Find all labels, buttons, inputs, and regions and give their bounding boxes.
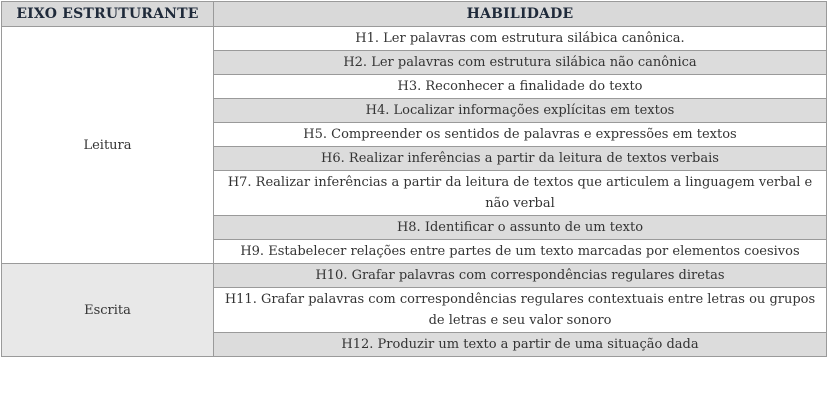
skill-cell: H9. Estabelecer relações entre partes de um texto marcadas por elementos coesivos — [214, 240, 827, 264]
skill-cell: H7. Realizar inferências a partir da leitura de textos que articulem a linguagem verbal e não verbal — [214, 171, 827, 216]
skills-table — [1, 1, 827, 357]
header-habilidade: HABILIDADE — [214, 2, 827, 27]
skill-cell: H5. Compreender os sentidos de palavras e expressões em textos — [214, 123, 827, 147]
table-row — [2, 264, 827, 288]
skill-cell: H10. Grafar palavras com correspondências regulares diretas — [214, 264, 827, 288]
eixo-cell-leitura: Leitura — [2, 27, 214, 264]
skill-cell: H11. Grafar palavras com correspondências regulares contextuais entre letras ou grupos de letras e seu valor sonoro — [214, 288, 827, 333]
table-row — [2, 27, 827, 51]
skill-cell: H8. Identificar o assunto de um texto — [214, 216, 827, 240]
skill-cell: H4. Localizar informações explícitas em textos — [214, 99, 827, 123]
skill-cell: H2. Ler palavras com estrutura silábica não canônica — [214, 51, 827, 75]
skill-cell: H12. Produzir um texto a partir de uma situação dada — [214, 333, 827, 357]
header-eixo: EIXO ESTRUTURANTE — [2, 2, 214, 27]
skill-cell: H1. Ler palavras com estrutura silábica canônica. — [214, 27, 827, 51]
eixo-cell-escrita: Escrita — [2, 264, 214, 357]
skill-cell: H3. Reconhecer a finalidade do texto — [214, 75, 827, 99]
header-row — [2, 2, 827, 27]
skill-cell: H6. Realizar inferências a partir da leitura de textos verbais — [214, 147, 827, 171]
